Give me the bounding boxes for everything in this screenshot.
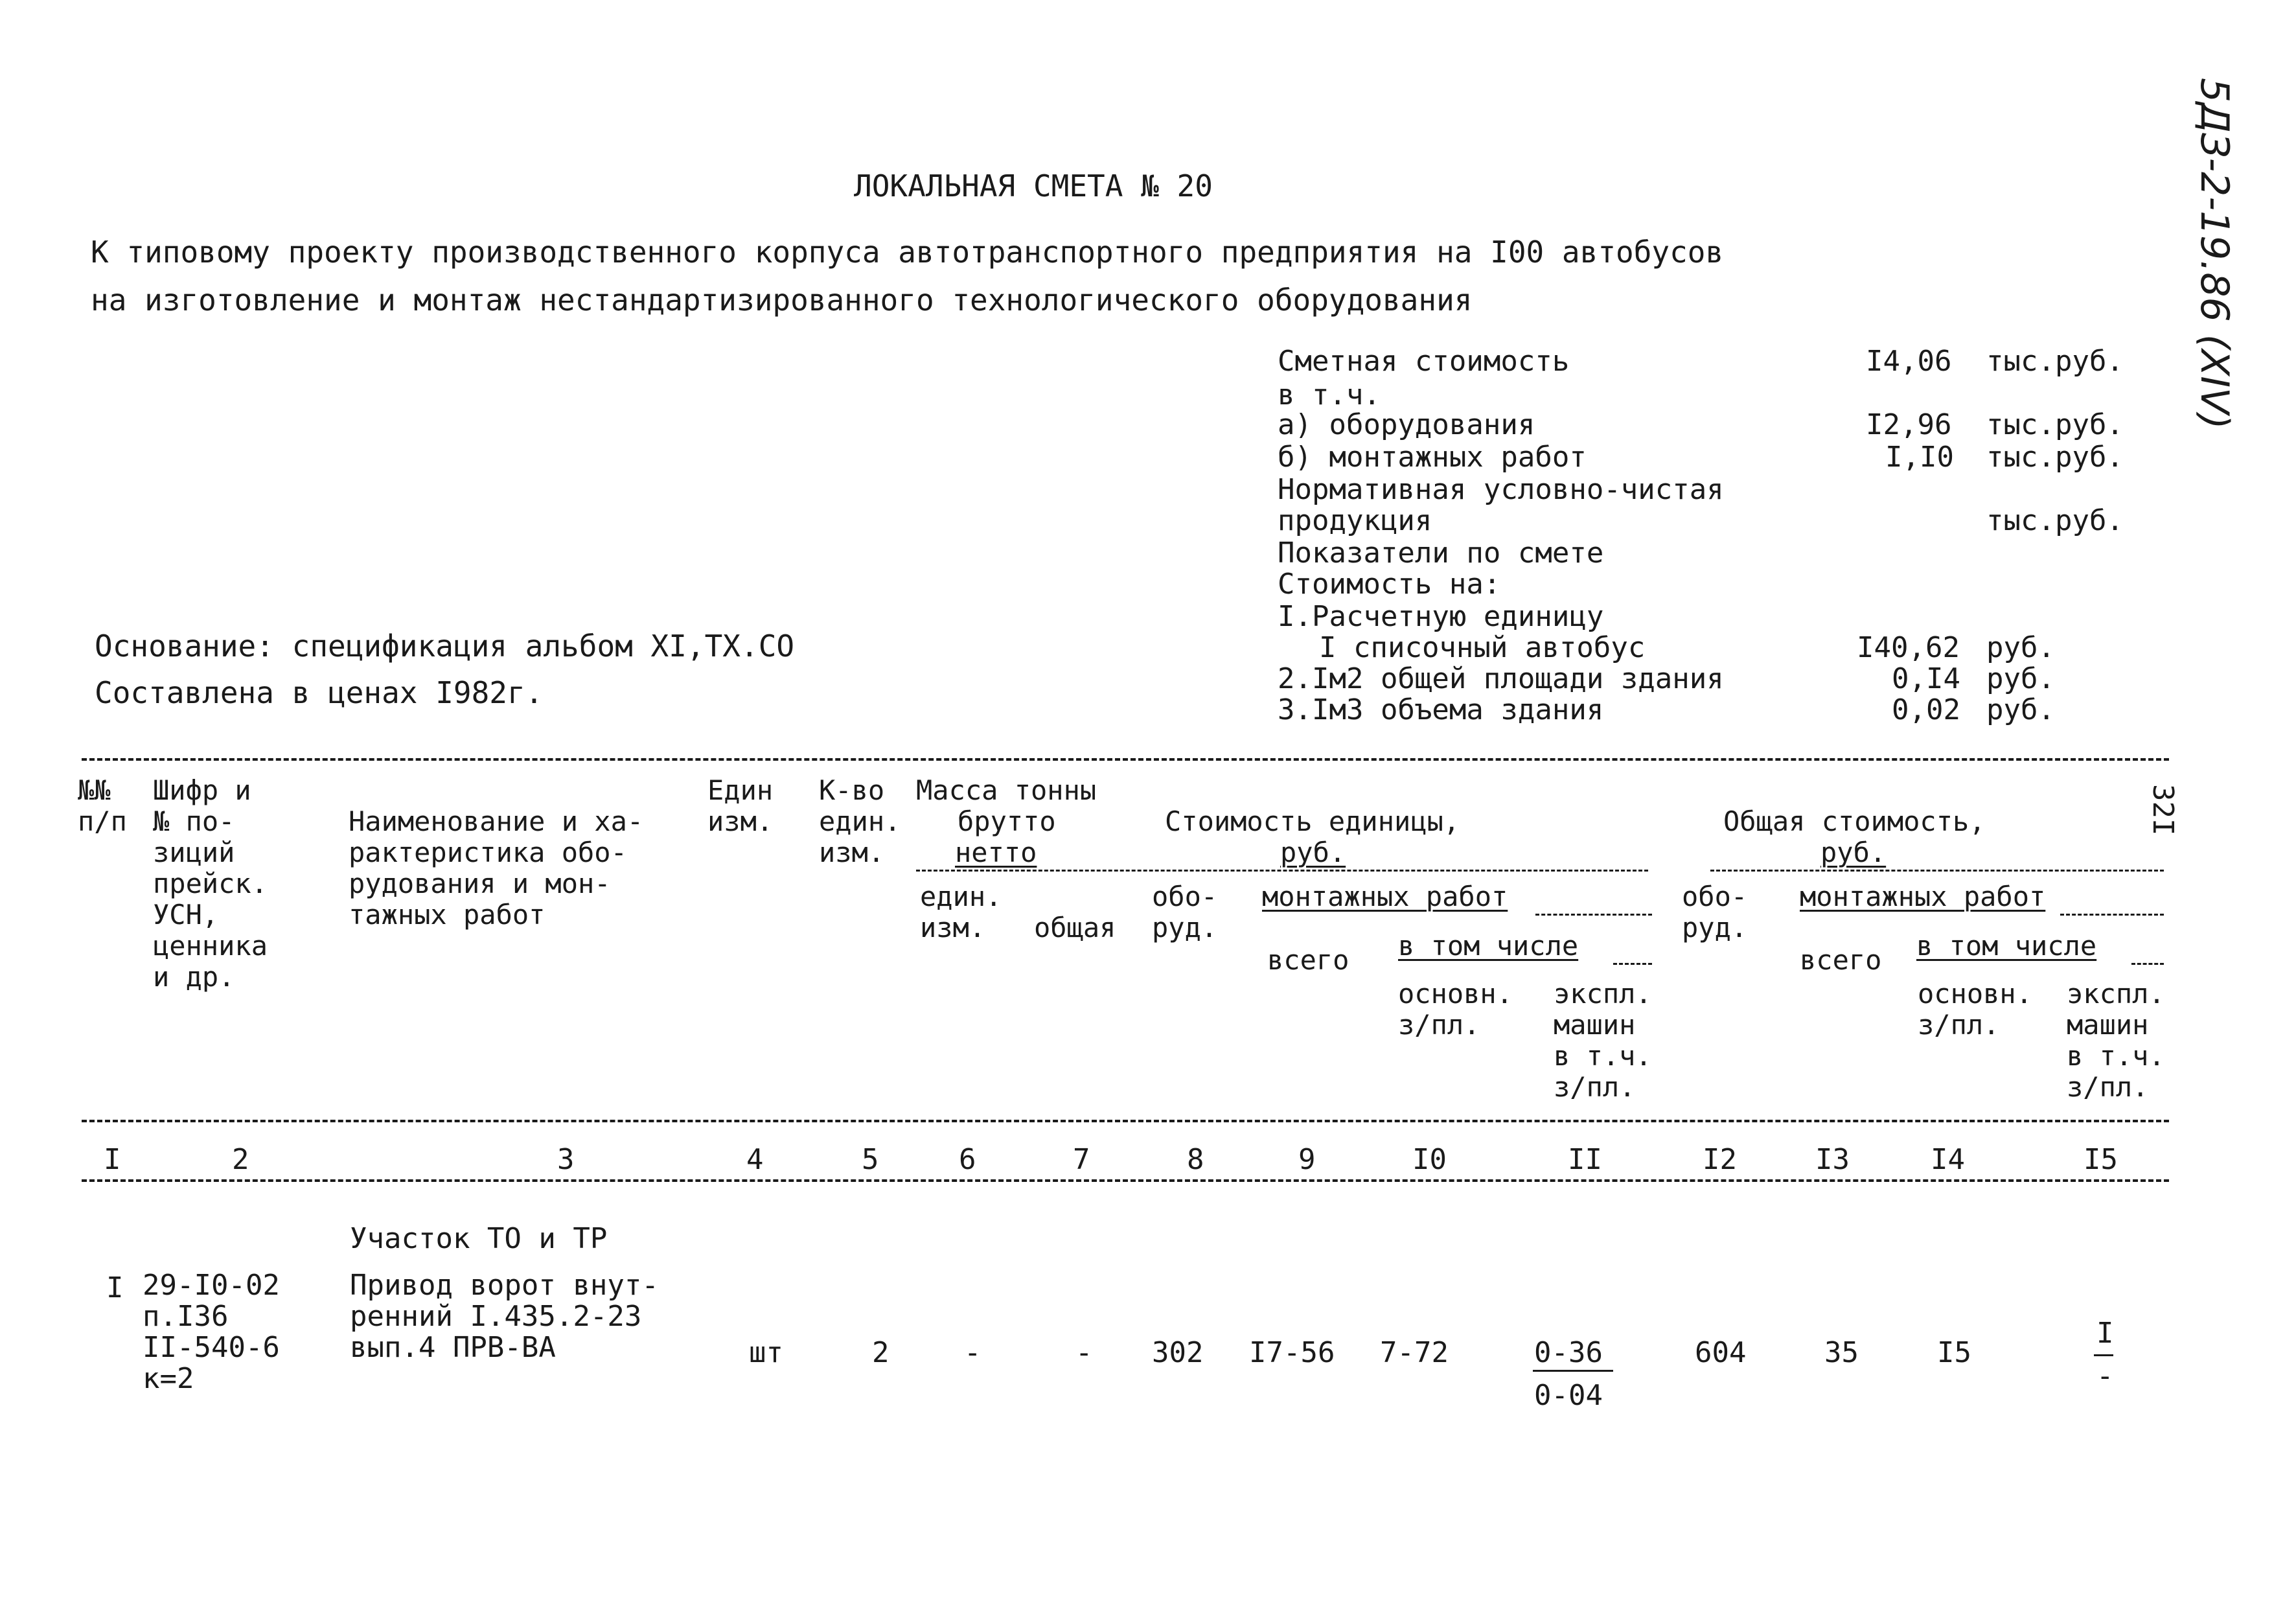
rule-install2	[2060, 914, 2164, 916]
area-label: 2.Iм2 общей площади здания	[1278, 662, 1724, 695]
equipment-label: а) оборудования	[1278, 408, 1535, 441]
estimated-cost-unit: тыс.руб.	[1986, 345, 2124, 378]
row-mass-total: -	[1075, 1336, 1093, 1369]
installation-unit: тыс.руб.	[1986, 441, 2124, 474]
column-number: II	[1568, 1143, 1602, 1176]
bus-value: I40,62	[1857, 631, 1960, 664]
column-number: 7	[1073, 1143, 1090, 1176]
row-total-machine-top: I	[2096, 1317, 2114, 1350]
table-top-rule	[82, 758, 2169, 761]
estimated-cost-label: Сметная стоимость	[1278, 345, 1570, 378]
header-unit-cost: Стоимость единицы,	[1165, 805, 1460, 837]
header-col13: всего	[1800, 944, 1882, 976]
rule-install	[1535, 914, 1652, 916]
row-unit: шт	[749, 1336, 783, 1369]
installation-label: б) монтажных работ	[1278, 441, 1587, 474]
rule-incl	[1613, 963, 1652, 965]
column-number: 6	[959, 1143, 976, 1176]
header-col1: №№ п/п	[78, 774, 127, 837]
header-col11: экспл. машин в т.ч. з/пл.	[1554, 978, 1652, 1103]
installation-value: I,I0	[1885, 441, 1954, 474]
header-unit-cost-rub: руб.	[1280, 837, 1346, 868]
normative-unit: тыс.руб.	[1986, 504, 2124, 537]
normative-line2: продукция	[1278, 504, 1432, 537]
header-bottom-rule	[82, 1120, 2169, 1122]
volume-label: 3.Iм3 объема здания	[1278, 693, 1604, 726]
column-numbers-rule	[82, 1179, 2169, 1182]
equipment-value: I2,96	[1866, 408, 1952, 441]
column-number: 9	[1298, 1143, 1316, 1176]
bus-label: I списочный автобус	[1319, 631, 1646, 664]
estimated-cost-value: I4,06	[1866, 345, 1952, 378]
header-col6: един. изм.	[920, 881, 1002, 943]
header-brutto: брутто	[958, 805, 1056, 837]
row-install-machine-top: 0-36	[1534, 1336, 1603, 1369]
row-name: Привод ворот внут- ренний I.435.2-23 вып.4 ПРВ-ВА	[350, 1269, 659, 1364]
header-total-cost-rub: руб.	[1820, 837, 1887, 868]
header-col10: основн. з/пл.	[1398, 978, 1513, 1041]
column-number: 8	[1187, 1143, 1204, 1176]
column-number: 4	[746, 1143, 764, 1176]
cost-for-label: Стоимость на:	[1278, 568, 1501, 601]
rule-incl2	[2131, 963, 2164, 965]
header-total-cost: Общая стоимость,	[1723, 805, 1986, 837]
basis-text: Основание: спецификация альбом XI,TX.CO	[95, 629, 795, 664]
row-mass-unit: -	[964, 1336, 982, 1369]
prices-text: Составлена в ценах I982г.	[95, 675, 544, 710]
document-subtitle-line1: К типовому проекту производственного корпуса автотранспортного предприятия на I00 автобусов	[91, 235, 1724, 270]
row-total-base: I5	[1937, 1336, 1971, 1369]
row-num: I	[106, 1271, 124, 1304]
margin-code: 5ДЗ-2-19.86 (XIV)	[2192, 78, 2237, 430]
row-equip-total: 604	[1695, 1336, 1747, 1369]
row-total-install: 35	[1824, 1336, 1859, 1369]
column-number: I4	[1931, 1143, 1965, 1176]
column-number: I0	[1412, 1143, 1447, 1176]
header-install: монтажных работ	[1262, 881, 1508, 912]
unit-label: I.Расчетную единицу	[1278, 600, 1604, 633]
row-total-machine-bar	[2094, 1354, 2113, 1356]
row-install-machine-bottom: 0-04	[1534, 1379, 1603, 1412]
header-incl: в том числе	[1398, 930, 1579, 962]
page-number: 32I	[2146, 784, 2179, 836]
document-title: ЛОКАЛЬНАЯ СМЕТА № 20	[854, 168, 1213, 203]
equipment-unit: тыс.руб.	[1986, 408, 2124, 441]
header-col9: всего	[1267, 944, 1349, 976]
column-number: 5	[862, 1143, 879, 1176]
column-number: 3	[557, 1143, 575, 1176]
row-install-base: 7-72	[1380, 1336, 1449, 1369]
column-number: I3	[1815, 1143, 1850, 1176]
area-value: 0,I4	[1892, 662, 1960, 695]
column-number: I	[104, 1143, 121, 1176]
row-qty: 2	[872, 1336, 890, 1369]
column-number: I2	[1703, 1143, 1737, 1176]
area-unit: руб.	[1986, 662, 2055, 695]
row-total-machine-bottom: -	[2096, 1359, 2114, 1393]
header-col7: общая	[1034, 912, 1116, 943]
header-col5: К-во един. изм.	[819, 774, 901, 868]
column-number: 2	[232, 1143, 249, 1176]
bus-unit: руб.	[1986, 631, 2055, 664]
normative-line1: Нормативная условно-чистая	[1278, 473, 1724, 506]
including-label: в т.ч.	[1278, 378, 1381, 411]
header-col3: Наименование и ха- рактеристика обо- рудования и мон- тажных работ	[349, 805, 644, 931]
rule-total-cost	[1710, 870, 2164, 872]
indicators-label: Показатели по смете	[1278, 537, 1604, 570]
column-number: I5	[2084, 1143, 2118, 1176]
header-install2: монтажных работ	[1800, 881, 2046, 912]
header-incl2: в том числе	[1916, 930, 2097, 962]
volume-unit: руб.	[1986, 693, 2055, 726]
header-netto: нетто	[955, 837, 1037, 868]
section-title: Участок ТО и ТР	[350, 1222, 608, 1255]
header-col12: обо- руд.	[1682, 881, 1748, 943]
header-col2: Шифр и № по- зиций прейск. УСН, ценника и др.	[153, 774, 268, 993]
row-install-machine-bar	[1533, 1370, 1613, 1372]
header-col4: Един изм.	[707, 774, 774, 837]
header-col8: обо- руд.	[1152, 881, 1218, 943]
document-subtitle-line2: на изготовление и монтаж нестандартизированного технологического оборудования	[91, 283, 1473, 318]
volume-value: 0,02	[1892, 693, 1960, 726]
row-code: 29-I0-02 п.I36 II-540-6 к=2	[143, 1269, 280, 1395]
header-col14: основн. з/пл.	[1918, 978, 2033, 1041]
row-install-total: I7-56	[1249, 1336, 1335, 1369]
header-mass: Масса тонны	[916, 774, 1097, 806]
rule-unit-cost	[916, 870, 1648, 872]
header-col15: экспл. машин в т.ч. з/пл.	[2067, 978, 2165, 1103]
row-equip-unit: 302	[1152, 1336, 1204, 1369]
